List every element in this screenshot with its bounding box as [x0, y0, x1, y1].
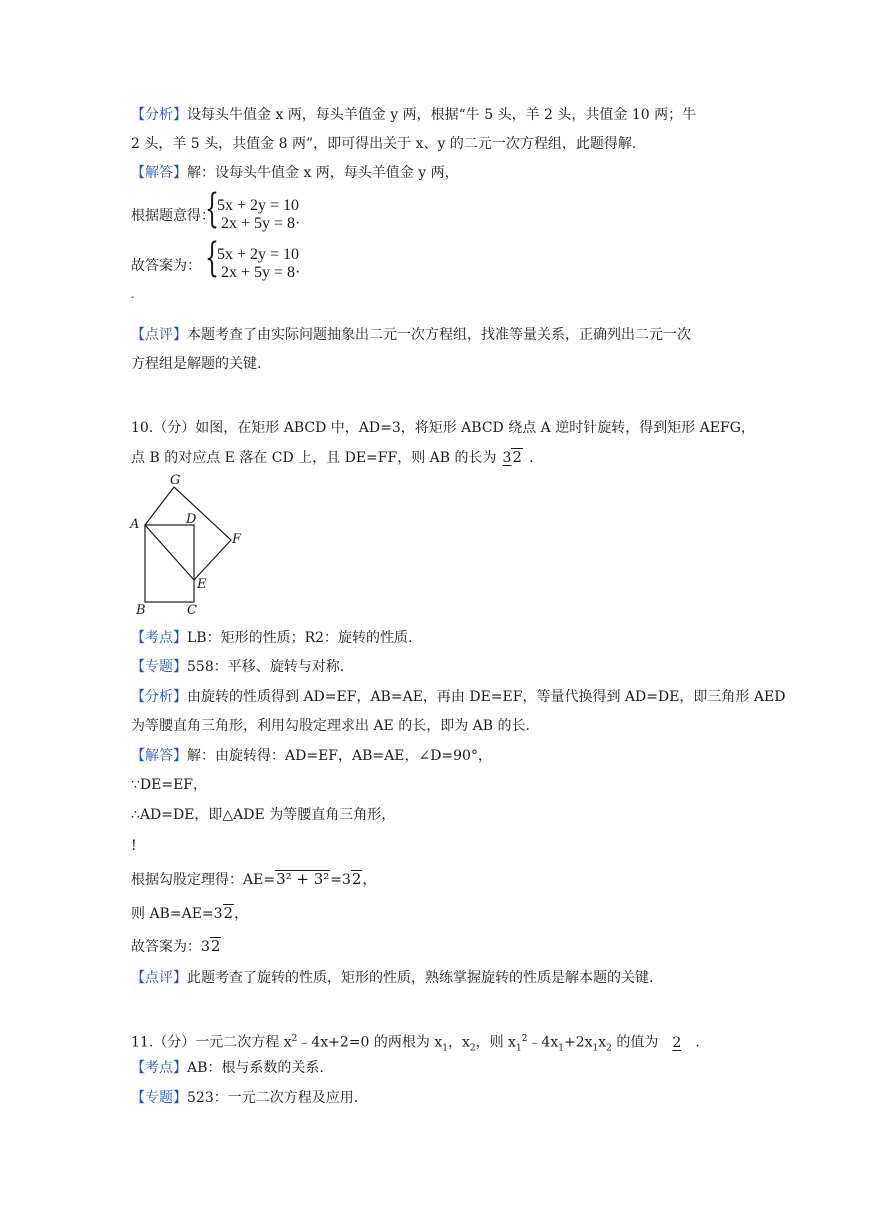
rectangle-abcd	[145, 525, 194, 602]
analysis-tag: 【分析】	[131, 107, 187, 123]
q10-answer-line-2: ∵DE=EF，	[131, 777, 208, 793]
q11-kaodian: 【考点】AB：根与系数的关系.	[131, 1060, 324, 1076]
review-tag: 【点评】	[131, 327, 187, 343]
q10-stem-line-2: 点 B 的对应点 E 落在 CD 上，且 DE=FF，则 AB 的长为 32 .	[131, 448, 534, 466]
rectangle-aefg	[145, 487, 231, 580]
q10-final-line: 故答案为：32	[131, 937, 221, 955]
equation-intro: 根据题意得：	[131, 208, 215, 224]
equation-1: 5x + 2y = 10	[217, 197, 300, 214]
q11-answer-blank: 2	[672, 1034, 682, 1051]
q10-pythagoras-line: 根据勾股定理得：AE=3² + 3²=32，	[131, 870, 377, 888]
zhuanti-tag: 【专题】	[131, 659, 187, 675]
q10-zhuanti: 【专题】558：平移、旋转与对称.	[131, 659, 345, 675]
q11-stem: 11.（分）一元二次方程 $x^2﹣4x+2=0$ 的两根为 $x_1$，$x_2$，则 $x_1^2﹣4x_1+2x_1x_2$ 的值为 2 .	[131, 1034, 700, 1054]
q10-then-line: 则 AB=AE=32，	[131, 904, 249, 922]
q10-analysis-line-2: 为等腰直角三角形，利用勾股定理求出 AE 的长，即为 AB 的长.	[131, 718, 530, 734]
q10-answer-line-4: !	[131, 838, 137, 854]
final-answer-intro: 故答案为：	[131, 258, 201, 274]
label-e: E	[197, 577, 207, 592]
label-f: F	[232, 532, 242, 547]
final-equation-1: 5x + 2y = 10	[217, 246, 300, 263]
analysis-line-2: 2 头，羊 5 头，共值金 8 两”，即可得出关于 x、y 的二元一次方程组，此题得解.	[131, 136, 637, 152]
final-equation-2: 2x + 5y = 8·	[221, 264, 301, 281]
label-c: C	[187, 603, 197, 618]
q11-zhuanti: 【专题】523：一元二次方程及应用.	[131, 1090, 359, 1106]
review-line-1: 【点评】本题考查了由实际问题抽象出二元一次方程组，找准等量关系，正确列出二元一次	[131, 327, 691, 343]
analysis-tag: 【分析】	[131, 689, 187, 705]
label-a: A	[130, 517, 140, 532]
q10-stem-line-1: 10.（分）如图，在矩形 ABCD 中，AD=3，将矩形 ABCD 绕点 A 逆时针旋转，得到矩形 AEFG，	[131, 420, 755, 436]
final-equation-system	[205, 235, 345, 285]
equation-system	[205, 186, 345, 236]
label-b: B	[136, 603, 146, 618]
sqrt-expression: 3² + 3²	[276, 870, 330, 888]
kaodian-tag: 【考点】	[131, 630, 187, 646]
q10-answer-line-3: ∴AD=DE，即△ADE 为等腰直角三角形，	[131, 807, 396, 823]
label-d: D	[186, 512, 197, 527]
answer-line-1: 【解答】解：设每头牛值金 x 两，每头羊值金 y 两，	[131, 165, 459, 181]
answer-tag: 【解答】	[131, 748, 187, 764]
q10-kaodian: 【考点】LB：矩形的性质；R2：旋转的性质.	[131, 630, 413, 646]
q10-review: 【点评】此题考查了旋转的性质，矩形的性质，熟练掌握旋转的性质是解本题的关键.	[131, 970, 654, 986]
q10-analysis-line-1: 【分析】由旋转的性质得到 AD=EF，AB=AE，再由 DE=EF，等量代换得到 AD=DE，即三角形 AED	[131, 689, 786, 705]
q10-answer-line-1: 【解答】解：由旋转得：AD=EF，AB=AE，∠D=90°，	[131, 748, 492, 764]
label-g: G	[170, 473, 181, 488]
rotation-figure	[128, 470, 258, 620]
zhuanti-tag: 【专题】	[131, 1090, 187, 1106]
equation-2: 2x + 5y = 8·	[221, 215, 301, 232]
answer-tag: 【解答】	[131, 165, 187, 181]
q10-answer-blank: 32	[502, 448, 522, 466]
analysis-line-1: 【分析】设每头牛值金 x 两，每头羊值金 y 两，根据“牛 5 头，羊 2 头，共值金 10 两；牛	[131, 107, 697, 123]
stray-mark: -	[131, 292, 135, 303]
kaodian-tag: 【考点】	[131, 1060, 187, 1076]
review-tag: 【点评】	[131, 970, 187, 986]
brace-symbol: {	[205, 186, 219, 232]
review-line-2: 方程组是解题的关键.	[131, 356, 262, 372]
brace-symbol: {	[205, 235, 219, 281]
